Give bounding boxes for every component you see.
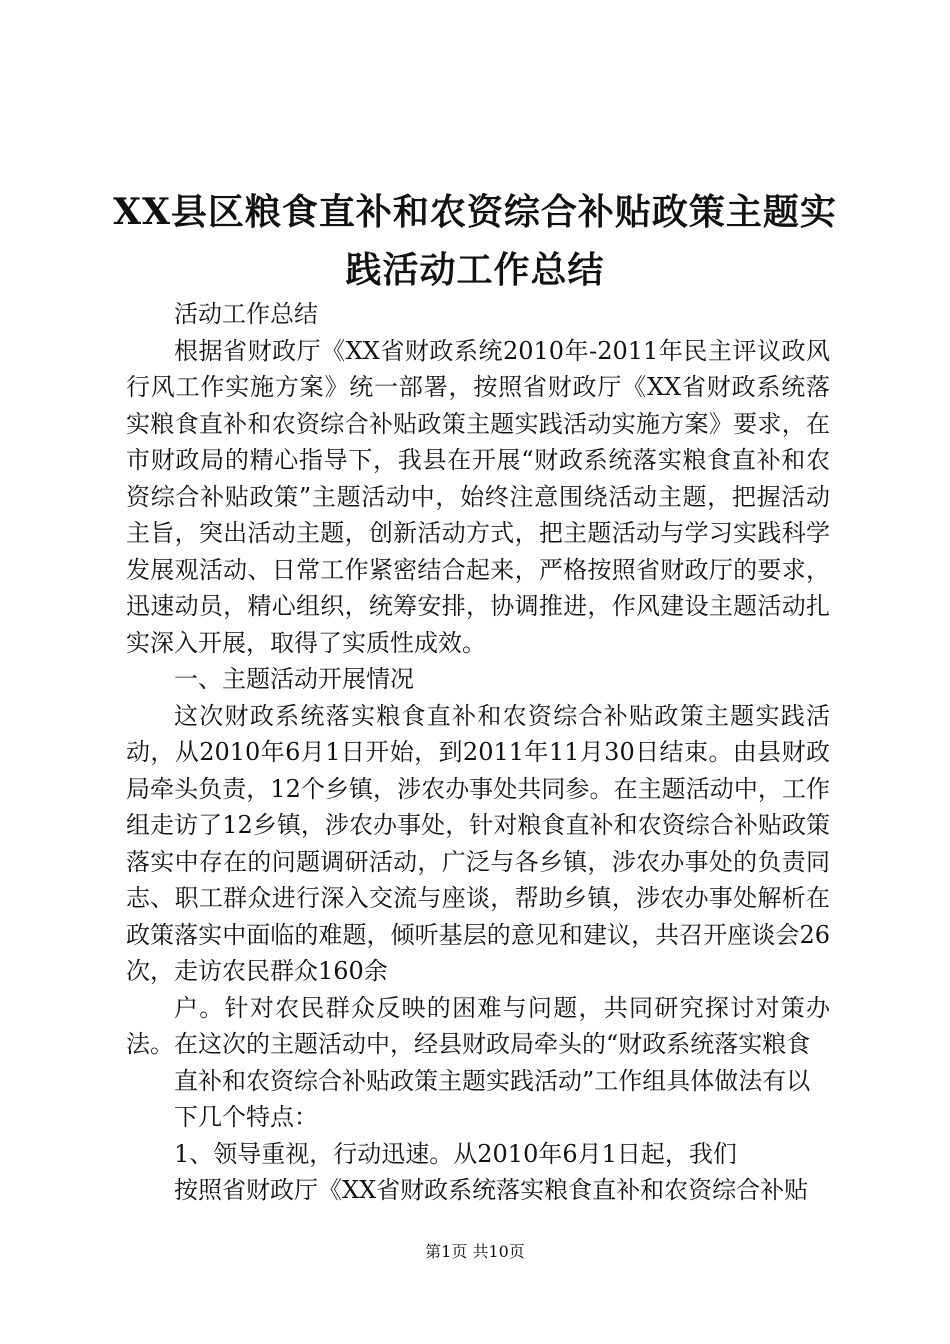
page-number-footer: 第1页 共10页 xyxy=(425,1242,525,1261)
paragraph: 根据省财政厅《XX省财政系统2010年-2011年民主评议政风行风工作实施方案》统一部署，按照省财政厅《XX省财政系统落实粮食直补和农资综合补贴政策主题实践活动实施方案》要求，在市财政局的精心指导下，我县在开展“财政系统落实粮食直补和农资综合补贴政策”主题活动中，始终注意围绕活动主题，把握活动主旨，突出活动主题，创新活动方式，把主题活动与学习实践科学发展观活动、日常工作紧密结合起来，严格按照省财政厅的要求，迅速动员，精心组织，统筹安排，协调推进，作风建设主题活动扎实深入开展，取得了实质性成效。 xyxy=(126,336,830,657)
paragraph: 这次财政系统落实粮食直补和农资综合补贴政策主题实践活动，从2010年6月1日开始，到2011年11月30日结束。由县财政局牵头负责，12个乡镇，涉农办事处共同参。在主题活动中，工作组走访了12乡镇，涉农办事处，针对粮食直补和农资综合补贴政策落实中存在的问题调研活动，广泛与各乡镇，涉农办事处的负责同志、职工群众进行深入交流与座谈，帮助乡镇，涉农办事处解析在政策落实中面临的难题，倾听基层的意见和建议，共召开座谈会26次，走访农民群众160余 xyxy=(126,701,830,985)
paragraph: 1、领导重视，行动迅速。从2010年6月1日起，我们 xyxy=(174,1139,737,1168)
paragraph: 按照省财政厅《XX省财政系统落实粮食直补和农资综合补贴 xyxy=(174,1176,809,1204)
paragraph: 活动工作总结 xyxy=(174,300,318,328)
document-title-line-1: XX县区粮食直补和农资综合补贴政策主题实 xyxy=(113,191,837,233)
paragraph: 一、主题活动开展情况 xyxy=(174,665,414,693)
paragraph: 下几个特点： xyxy=(174,1103,318,1131)
paragraph: 户。针对农民群众反映的困难与问题，共同研究探讨对策办法。在这次的主题活动中，经县财政局牵头的“财政系统落实粮食 xyxy=(126,993,830,1058)
document-body xyxy=(126,296,830,1209)
paragraph: 直补和农资综合补贴政策主题实践活动”工作组具体做法有以 xyxy=(174,1066,811,1095)
document-title-line-2: 践活动工作总结 xyxy=(345,249,605,291)
